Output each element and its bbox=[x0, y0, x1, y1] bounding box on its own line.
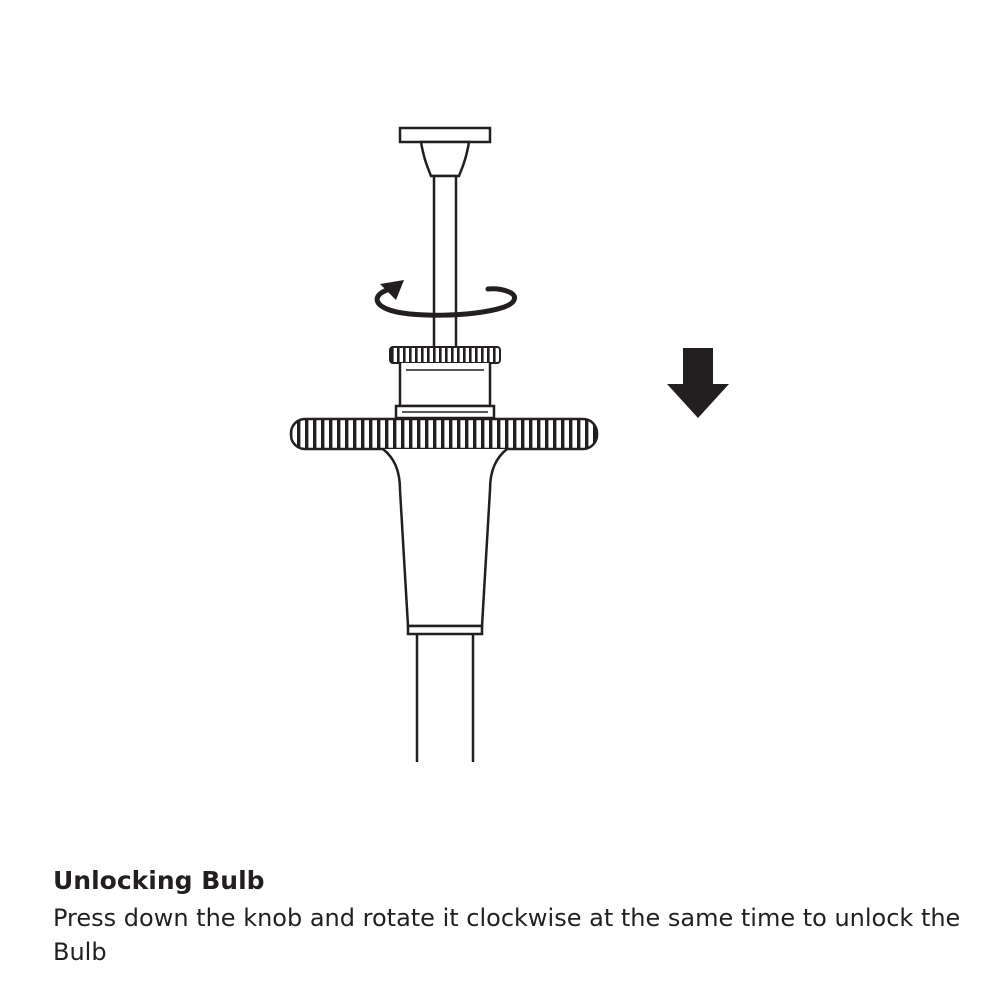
plunger-neck bbox=[421, 142, 469, 176]
plunger-cap bbox=[400, 128, 490, 142]
caption bbox=[53, 864, 973, 969]
knurled-wheel bbox=[291, 419, 597, 449]
plunger-stem bbox=[434, 176, 456, 348]
arrow-down-icon bbox=[667, 348, 729, 418]
caption-title: Unlocking Bulb bbox=[53, 866, 265, 895]
bulb-body bbox=[383, 449, 507, 634]
body-collar bbox=[408, 626, 482, 634]
caption-text: Press down the knob and rotate it clockwise at the same time to unlock the Bulb bbox=[53, 904, 961, 966]
lower-tube bbox=[417, 634, 473, 762]
upper-knob bbox=[390, 347, 500, 418]
